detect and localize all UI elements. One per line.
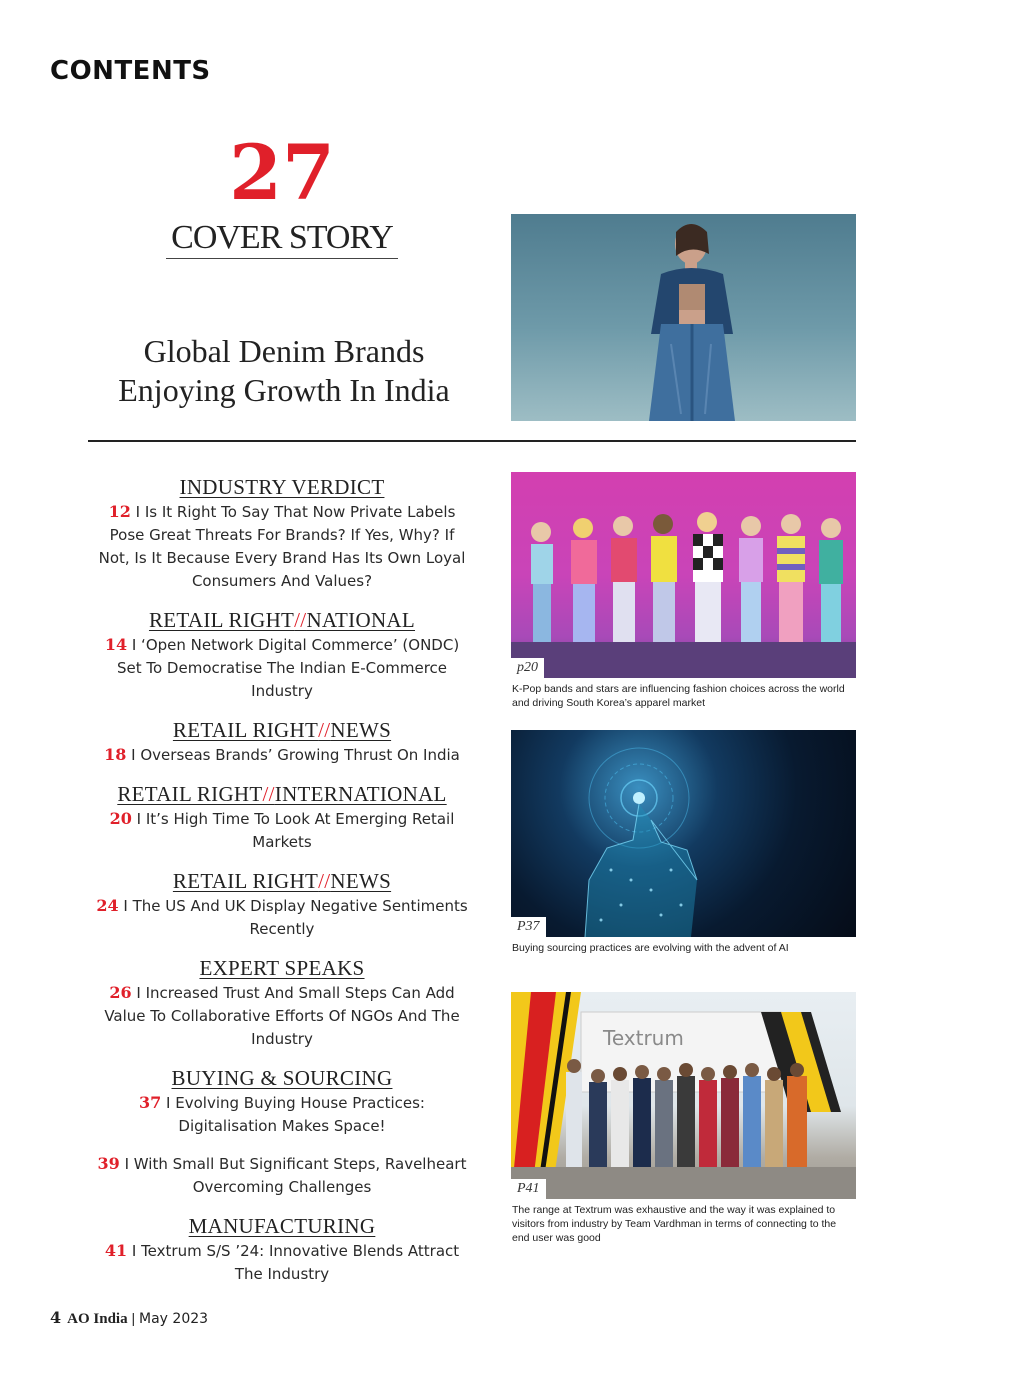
kpop-photo-caption: K-Pop bands and stars are influencing fashion choices across the world and driving South Korea’s apparel market [512, 683, 845, 709]
section-heading-retail-right-international [88, 781, 476, 807]
textrum-sign-text: Textrum [603, 1026, 684, 1050]
section-heading-part: RETAIL RIGHT [117, 782, 263, 806]
cover-story-headline[interactable] [88, 332, 480, 410]
toc-entry-text: I Is It Right To Say That Now Private Labels Pose Great Threats For Brands? If Yes, Why? If Not, Is It Because Every Brand Has Its Own Loyal Consumers And Values? [98, 503, 466, 590]
section-heading-part: RETAIL RIGHT [172, 718, 319, 742]
toc-entry-page: 24 [96, 896, 119, 915]
section-heading-part: NEWS [330, 718, 392, 742]
section-heading-manufacturing: MANUFACTURING [188, 1214, 376, 1238]
section-heading-expert-speaks: EXPERT SPEAKS [199, 956, 365, 980]
toc-entry-text: I Increased Trust And Small Steps Can Add Value To Collaborative Efforts Of NGOs And The Industry [104, 984, 460, 1048]
toc-entry[interactable] [88, 633, 476, 703]
denim-model-illustration [511, 214, 856, 421]
toc-entry-page: 12 [108, 502, 131, 521]
section-heading-retail-right-national [88, 607, 476, 633]
section-heading-retail-right-news [88, 717, 476, 743]
section-heading-part: RETAIL RIGHT [148, 608, 295, 632]
page-footer [50, 1308, 208, 1328]
cover-denim-photo [511, 214, 856, 421]
group-photo-illustration [511, 992, 856, 1199]
page-title: CONTENTS [50, 56, 211, 86]
ai-photo-caption: Buying sourcing practices are evolving with the advent of AI [512, 942, 789, 954]
toc-entry[interactable] [88, 500, 476, 593]
section-heading-separator: // [262, 782, 275, 806]
section-heading-separator: // [294, 608, 307, 632]
toc-entry-text: I ‘Open Network Digital Commerce’ (ONDC) Set To Democratise The Indian E-Commerce Industry [116, 636, 460, 700]
section-heading-part: NEWS [330, 869, 392, 893]
toc-entry-page: 39 [97, 1154, 120, 1173]
textrum-photo-caption: The range at Textrum was exhaustive and the way it was explained to visitors from industry by Team Vardhman in terms of connecting to the end user was good [512, 1204, 837, 1244]
toc-entry[interactable] [88, 743, 476, 767]
cover-headline-line-2: Enjoying Growth In India [118, 372, 450, 408]
footer-page-number: 4 [50, 1308, 62, 1327]
toc-entry-text: I With Small But Significant Steps, Ravelheart Overcoming Challenges [124, 1155, 467, 1196]
section-heading-part: INTERNATIONAL [274, 782, 447, 806]
toc-entry-text: I Evolving Buying House Practices: Digitalisation Makes Space! [166, 1094, 425, 1135]
toc-entry-text: I The US And UK Display Negative Sentiments Recently [123, 897, 468, 938]
toc-entry-page: 26 [109, 983, 132, 1002]
digital-hand-illustration [511, 730, 856, 937]
footer-date: May 2023 [139, 1311, 209, 1327]
photo-page-tag: p20 [511, 658, 544, 678]
toc-entry-page: 37 [139, 1093, 162, 1112]
section-heading-buying-sourcing: BUYING & SOURCING [171, 1066, 393, 1090]
cover-headline-line-1: Global Denim Brands [143, 333, 425, 369]
toc-entry-page: 18 [104, 745, 127, 764]
toc-entry-page: 20 [109, 809, 132, 828]
textrum-group-photo [511, 992, 856, 1199]
section-heading-part: NATIONAL [306, 608, 416, 632]
cover-story-label: COVER STORY [166, 218, 398, 259]
toc-entry-text: I It’s High Time To Look At Emerging Retail Markets [136, 810, 455, 851]
toc-entry-page: 41 [104, 1241, 128, 1260]
toc-entry[interactable] [88, 894, 476, 941]
footer-brand: AO India [67, 1311, 128, 1327]
ai-hand-photo [511, 730, 856, 937]
footer-separator: | [131, 1310, 136, 1326]
toc-entry[interactable] [88, 1091, 476, 1138]
toc-entry-text: I Overseas Brands’ Growing Thrust On India [131, 746, 460, 764]
toc-entry-page: 14 [104, 635, 128, 654]
section-heading-separator: // [318, 869, 331, 893]
photo-page-tag: P37 [511, 917, 546, 937]
kpop-dancers-illustration [511, 472, 856, 678]
section-heading-separator: // [318, 718, 331, 742]
toc-entry[interactable] [88, 981, 476, 1051]
cover-story-page-number[interactable]: 27 [229, 128, 335, 217]
table-of-contents [88, 474, 476, 1286]
kpop-photo [511, 472, 856, 678]
toc-entry[interactable] [88, 1152, 476, 1199]
toc-entry-text: I Textrum S/S ’24: Innovative Blends Attract The Industry [131, 1242, 460, 1283]
toc-entry[interactable] [88, 807, 476, 854]
section-heading-retail-right-news-2 [88, 868, 476, 894]
section-heading-part: RETAIL RIGHT [172, 869, 319, 893]
section-heading-industry-verdict: INDUSTRY VERDICT [179, 475, 385, 499]
photo-page-tag: P41 [511, 1179, 546, 1199]
toc-entry[interactable] [88, 1239, 476, 1286]
section-divider [88, 440, 856, 442]
